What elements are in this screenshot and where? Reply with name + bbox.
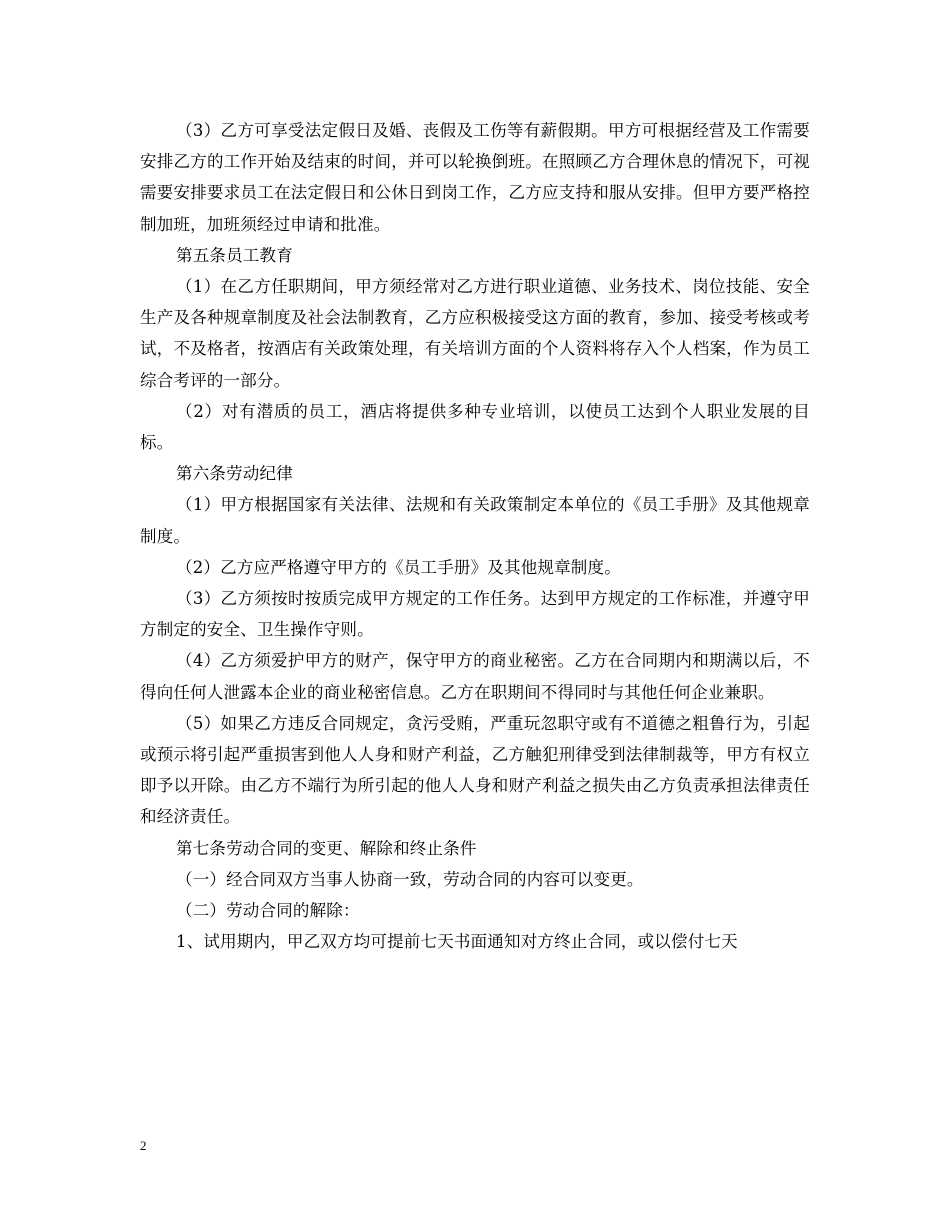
paragraph-contract-change-1: （一）经合同双方当事人协商一致，劳动合同的内容可以变更。 xyxy=(176,869,644,889)
paragraph-discipline-1: （1）甲方根据国家有关法律、法规和有关政策制定本单位的《员工手册》及其他规章制度。 xyxy=(140,495,810,546)
section-heading-employee-education: 第五条员工教育 xyxy=(176,245,293,265)
paragraph-probation-termination: 1、试用期内，甲乙双方均可提前七天书面通知对方终止合同，或以偿付七天 xyxy=(176,932,738,952)
paragraph-education-1: （1）在乙方任职期间，甲方须经常对乙方进行职业道德、业务技术、岗位技能、安全生产及各种规章制度及社会法制教育，乙方应积极接受这方面的教育，参加、接受考核或考试，不及格者，按酒店有关政策处理，有关培训方面的个人资料将存入个人档案，作为员工综合考评的一部分。 xyxy=(140,277,810,390)
paragraph-discipline-4: （4）乙方须爱护甲方的财产，保守甲方的商业秘密。乙方在合同期内和期满以后，不得向任何人泄露本企业的商业秘密信息。乙方在职期间不得同时与其他任何企业兼职。 xyxy=(140,651,810,702)
paragraph-education-2: （2）对有潜质的员工，酒店将提供多种专业培训，以使员工达到个人职业发展的目标。 xyxy=(140,401,810,453)
paragraph-contract-termination: （二）劳动合同的解除： xyxy=(176,901,360,921)
section-heading-labor-discipline: 第六条劳动纪律 xyxy=(176,464,293,484)
section-heading-contract-change: 第七条劳动合同的变更、解除和终止条件 xyxy=(176,838,477,858)
paragraph-holiday-overtime: （3）乙方可享受法定假日及婚、丧假及工伤等有薪假期。甲方可根据经营及工作需要安排乙方的工作开始及结束的时间，并可以轮换倒班。在照顾乙方合理休息的情况下，可视需要安排要求员工在法定假日和公休日到岗工作，乙方应支持和服从安排。但甲方要严格控制加班，加班须经过申请和批准。 xyxy=(140,121,810,234)
paragraph-discipline-5: （5）如果乙方违反合同规定，贪污受贿，严重玩忽职守或有不道德之粗鲁行为，引起或预示将引起严重损害到他人人身和财产利益，乙方触犯刑律受到法律制裁等，甲方有权立即予以开除。由乙方不端行为所引起的他人人身和财产利益之损失由乙方负责承担法律责任和经济责任。 xyxy=(140,713,810,827)
paragraph-discipline-3: （3）乙方须按时按质完成甲方规定的工作任务。达到甲方规定的工作标准，并遵守甲方制定的安全、卫生操作守则。 xyxy=(140,589,810,640)
paragraph-discipline-2: （2）乙方应严格遵守甲方的《员工手册》及其他规章制度。 xyxy=(176,557,621,577)
page-number: 2 xyxy=(140,1138,147,1153)
document-body xyxy=(140,115,810,957)
